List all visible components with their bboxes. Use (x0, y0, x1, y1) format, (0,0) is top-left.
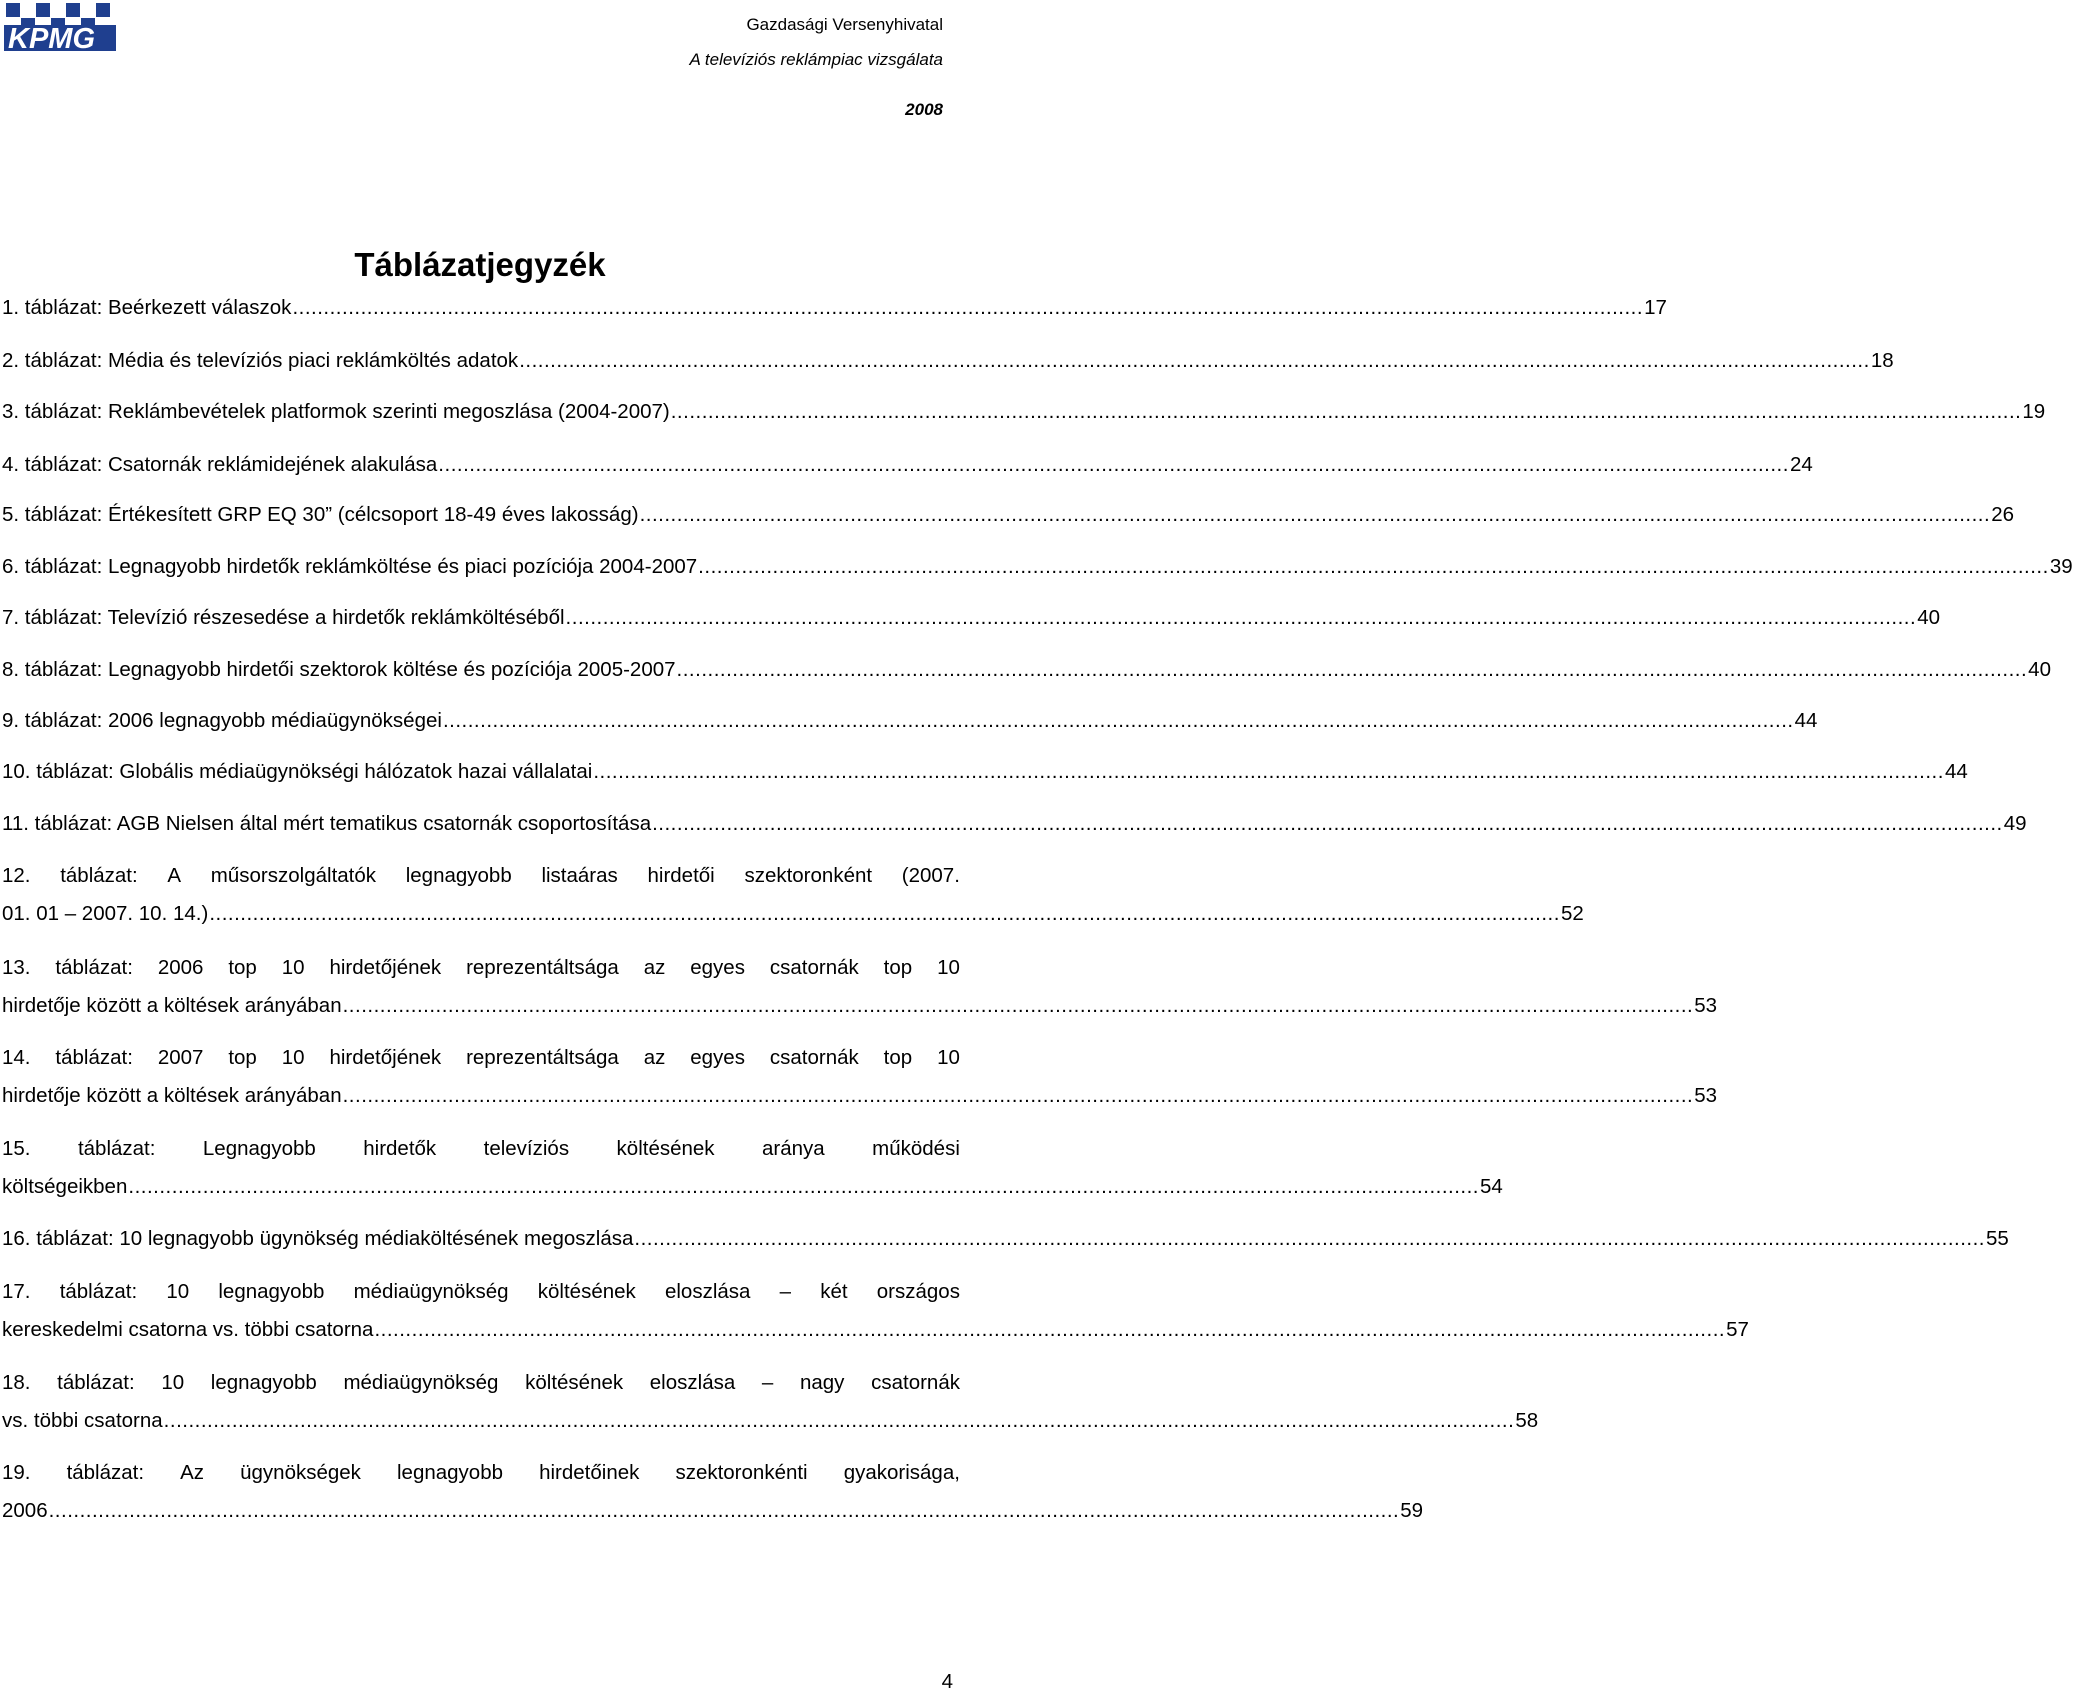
toc-entry-word: 13. (2, 956, 31, 979)
dot-leader: .......................................................................................................................................................................................................................... (128, 1175, 1480, 1198)
dot-leader: .......................................................................................................................................................................................................................... (670, 400, 2022, 423)
toc-entry-page: 40 (2028, 658, 2051, 681)
toc-entry-label: hirdetője között a költések arányában (2, 994, 342, 1017)
toc-entry-word: költésének (537, 1280, 636, 1303)
toc-entry[interactable] (2, 296, 1667, 320)
toc-entry-word: listaáras (541, 864, 618, 887)
toc-entry[interactable] (2, 503, 2015, 527)
dot-leader: .......................................................................................................................................................................................................................... (593, 760, 1944, 783)
toc-entry-word: 10 (937, 1046, 960, 1069)
toc-entry-line1 (2, 1137, 960, 1161)
toc-entry-line1 (2, 1461, 960, 1485)
toc-entry-word: műsorszolgáltatók (210, 864, 377, 887)
logo-box (66, 3, 80, 17)
toc-entry[interactable] (2, 1137, 1503, 1199)
toc-entry-word: táblázat: (66, 1461, 145, 1484)
toc-entry[interactable] (2, 760, 1968, 784)
toc-entry-label: 2006 (2, 1499, 48, 1522)
toc-entry-word: hirdetőjének (329, 1046, 442, 1069)
toc-entry-word: hirdetői (647, 864, 715, 887)
toc-entry-line1 (2, 1280, 960, 1304)
toc-entry-word: 10 (937, 956, 960, 979)
toc-entry-word: top (883, 956, 913, 979)
toc-entry-word: – (779, 1280, 792, 1303)
toc-entry-line1 (2, 1371, 960, 1395)
dot-leader: .......................................................................................................................................................................................................................... (342, 1084, 1694, 1107)
toc-entry[interactable] (2, 864, 1584, 926)
toc-entry-page: 24 (1789, 453, 1813, 476)
toc-entry-page: 54 (1480, 1175, 1503, 1198)
toc-entry-line1 (2, 956, 960, 980)
toc-entry[interactable] (2, 812, 2027, 836)
toc-entry-word: egyes (690, 1046, 745, 1069)
toc-entry-label: 8. táblázat: Legnagyobb hirdetői szektorok költése és pozíciója 2005-2007 (2, 658, 676, 681)
toc-entry-word: 2007 (157, 1046, 204, 1069)
toc-entry-label: 5. táblázat: Értékesített GRP EQ 30” (célcsoport 18-49 éves lakosság) (2, 503, 639, 526)
dot-leader: .......................................................................................................................................................................................................................... (342, 994, 1694, 1017)
header-report-title: A televíziós reklámpiac vizsgálata (689, 50, 943, 69)
toc-entry-word: (2007. (901, 864, 960, 887)
toc-entry-word: legnagyobb (397, 1461, 504, 1484)
toc-entry[interactable] (2, 349, 1894, 373)
toc-entry-word: televíziós (483, 1137, 570, 1160)
toc-entry-word: hirdetők (363, 1137, 437, 1160)
toc-entry-word: az (643, 1046, 666, 1069)
toc-entry-word: táblázat: (55, 1046, 133, 1069)
toc-entry-word: Az (180, 1461, 205, 1484)
toc-entry-word: országos (876, 1280, 960, 1303)
dot-leader: .......................................................................................................................................................................................................................... (676, 658, 2028, 681)
toc-entry-label: 1. táblázat: Beérkezett válaszok (2, 296, 292, 319)
toc-entry[interactable] (2, 453, 1813, 477)
kpmg-logo (4, 3, 123, 53)
dot-leader: .......................................................................................................................................................................................................................... (652, 812, 2003, 835)
toc-entry[interactable] (2, 658, 2051, 682)
toc-entry-word: 10 (281, 1046, 305, 1069)
dot-leader: .......................................................................................................................................................................................................................... (374, 1318, 1726, 1341)
toc-entry-label: 16. táblázat: 10 legnagyobb ügynökség médiaköltésének megoszlása (2, 1227, 634, 1250)
toc-entry-page: 49 (2003, 812, 2027, 835)
toc-entry-label: hirdetője között a költések arányában (2, 1084, 342, 1107)
header-year: 2008 (905, 100, 943, 119)
toc-entry-page: 44 (1794, 709, 1818, 732)
toc-entry-word: ügynökségek (240, 1461, 361, 1484)
toc-entry-word: gyakorisága, (843, 1461, 960, 1484)
toc-entry-word: 10 (281, 956, 305, 979)
toc-entry-word: top (228, 956, 257, 979)
toc-entry-page: 53 (1694, 1084, 1718, 1107)
toc-entry-line1 (2, 864, 960, 888)
toc-entry-label: 2. táblázat: Média és televíziós piaci reklámköltés adatok (2, 349, 519, 372)
toc-entry-word: eloszlása (649, 1371, 736, 1394)
toc-entry-word: aránya (762, 1137, 825, 1160)
page-number: 4 (941, 1670, 953, 1693)
toc-entry-page: 58 (1515, 1409, 1539, 1432)
dot-leader: .......................................................................................................................................................................................................................... (634, 1227, 1986, 1250)
dot-leader: .......................................................................................................................................................................................................................... (442, 709, 1794, 732)
toc-entry-word: reprezentáltsága (466, 1046, 619, 1069)
toc-entry-page: 39 (2049, 555, 2073, 578)
toc-entry-word: táblázat: (57, 1371, 135, 1394)
toc-entry-page: 59 (1400, 1499, 1424, 1522)
toc-entry[interactable] (2, 555, 2073, 579)
toc-entry-word: top (883, 1046, 913, 1069)
toc-entry-label: 9. táblázat: 2006 legnagyobb médiaügynökségei (2, 709, 442, 732)
toc-entry-word: Legnagyobb (202, 1137, 316, 1160)
toc-entry-word: 10 (161, 1371, 185, 1394)
toc-entry-label: 01. 01 – 2007. 10. 14.) (2, 902, 209, 925)
toc-entry-page: 18 (1870, 349, 1894, 372)
toc-entry-word: nagy (799, 1371, 845, 1394)
logo-wordmark: KPMG (8, 23, 95, 55)
toc-entry-word: táblázat: (55, 956, 133, 979)
toc-entry[interactable] (2, 709, 1818, 733)
toc-entry-word: 2006 (157, 956, 204, 979)
dot-leader: .......................................................................................................................................................................................................................... (438, 453, 1789, 476)
toc-entry-word: médiaügynökség (343, 1371, 499, 1394)
dot-leader: .......................................................................................................................................................................................................................... (48, 1499, 1400, 1522)
toc-entry-line1 (2, 1046, 960, 1070)
toc-entry-word: költésének (525, 1371, 624, 1394)
toc-entry-word: legnagyobb (218, 1280, 325, 1303)
toc-entry-word: 15. (2, 1137, 31, 1160)
toc-entry-word: hirdetőinek (539, 1461, 640, 1484)
toc-entry[interactable] (2, 956, 1718, 1018)
toc-entry-label: vs. többi csatorna (2, 1409, 163, 1432)
toc-entry-word: csatornák (769, 1046, 859, 1069)
toc-entry-word: 14. (2, 1046, 31, 1069)
toc-entry-word: legnagyobb (210, 1371, 317, 1394)
dot-leader: .......................................................................................................................................................................................................................... (565, 606, 1917, 629)
toc-entry-word: egyes (690, 956, 745, 979)
header-organization: Gazdasági Versenyhivatal (746, 15, 943, 34)
toc-entry-word: táblázat: (77, 1137, 156, 1160)
toc-entry-label: 11. táblázat: AGB Nielsen által mért tematikus csatornák csoportosítása (2, 812, 652, 835)
toc-entry-page: 52 (1560, 902, 1584, 925)
toc-entry-word: 17. (2, 1280, 31, 1303)
toc-entry-page: 17 (1644, 296, 1667, 319)
toc-entry-word: két (820, 1280, 848, 1303)
toc-entry-word: szektoronként (744, 864, 873, 887)
toc-entry-word: az (643, 956, 666, 979)
toc-entry-word: top (228, 1046, 257, 1069)
toc-entry-word: költésének (616, 1137, 715, 1160)
toc-entry-page: 57 (1726, 1318, 1749, 1341)
toc-entry-word: táblázat: (59, 1280, 138, 1303)
logo-box (96, 3, 110, 17)
toc-entry-word: eloszlása (664, 1280, 751, 1303)
toc-entry-word: szektoronkénti (675, 1461, 808, 1484)
toc-entry-word: médiaügynökség (353, 1280, 509, 1303)
toc-entry-word: legnagyobb (405, 864, 512, 887)
toc-entry[interactable] (2, 1227, 2009, 1251)
dot-leader: .......................................................................................................................................................................................................................... (639, 503, 1991, 526)
toc-entry-label: 6. táblázat: Legnagyobb hirdetők reklámköltése és piaci pozíciója 2004-2007 (2, 555, 698, 578)
dot-leader: .......................................................................................................................................................................................................................... (209, 902, 1560, 925)
toc-entry-word: csatornák (871, 1371, 960, 1394)
toc-entry-page: 53 (1694, 994, 1718, 1017)
toc-entry[interactable] (2, 1046, 1718, 1108)
toc-entry-word: táblázat: (60, 864, 138, 887)
toc-entry-page: 26 (1991, 503, 2015, 526)
logo-box (36, 3, 50, 17)
toc-entry-word: A (167, 864, 182, 887)
toc-entry[interactable] (2, 1280, 1749, 1342)
dot-leader: .......................................................................................................................................................................................................................... (698, 555, 2049, 578)
toc-entry-label: 3. táblázat: Reklámbevételek platformok szerinti megoszlása (2004-2007) (2, 400, 670, 423)
toc-entry-word: működési (872, 1137, 960, 1160)
toc-entry-word: hirdetőjének (329, 956, 442, 979)
page-title: Táblázatjegyzék (354, 246, 606, 283)
toc-entry-word: 19. (2, 1461, 31, 1484)
toc-entry-word: 10 (166, 1280, 190, 1303)
toc-entry-page: 55 (1986, 1227, 2009, 1250)
toc-entry-word: – (761, 1371, 774, 1394)
toc-entry-page: 40 (1917, 606, 1940, 629)
toc-entry[interactable] (2, 1461, 1424, 1523)
toc-entry-page: 44 (1944, 760, 1968, 783)
toc-entry[interactable] (2, 400, 2046, 424)
toc-entry-label: 4. táblázat: Csatornák reklámidejének alakulása (2, 453, 438, 476)
toc-entry-label: kereskedelmi csatorna vs. többi csatorna (2, 1318, 374, 1341)
toc-entry-word: 18. (2, 1371, 31, 1394)
toc-entry[interactable] (2, 1371, 1539, 1433)
toc-entry-word: 12. (2, 864, 31, 887)
toc-entry-label: költségeikben (2, 1175, 128, 1198)
toc-entry-word: csatornák (769, 956, 859, 979)
dot-leader: .......................................................................................................................................................................................................................... (519, 349, 1870, 372)
toc-entry-word: reprezentáltsága (466, 956, 619, 979)
dot-leader: .......................................................................................................................................................................................................................... (292, 296, 1644, 319)
logo-box (6, 3, 20, 17)
toc-entry-label: 10. táblázat: Globális médiaügynökségi hálózatok hazai vállalatai (2, 760, 593, 783)
dot-leader: .......................................................................................................................................................................................................................... (163, 1409, 1515, 1432)
toc-entry[interactable] (2, 606, 1940, 630)
toc-entry-page: 19 (2022, 400, 2046, 423)
toc-entry-label: 7. táblázat: Televízió részesedése a hirdetők reklámköltéséből (2, 606, 565, 629)
